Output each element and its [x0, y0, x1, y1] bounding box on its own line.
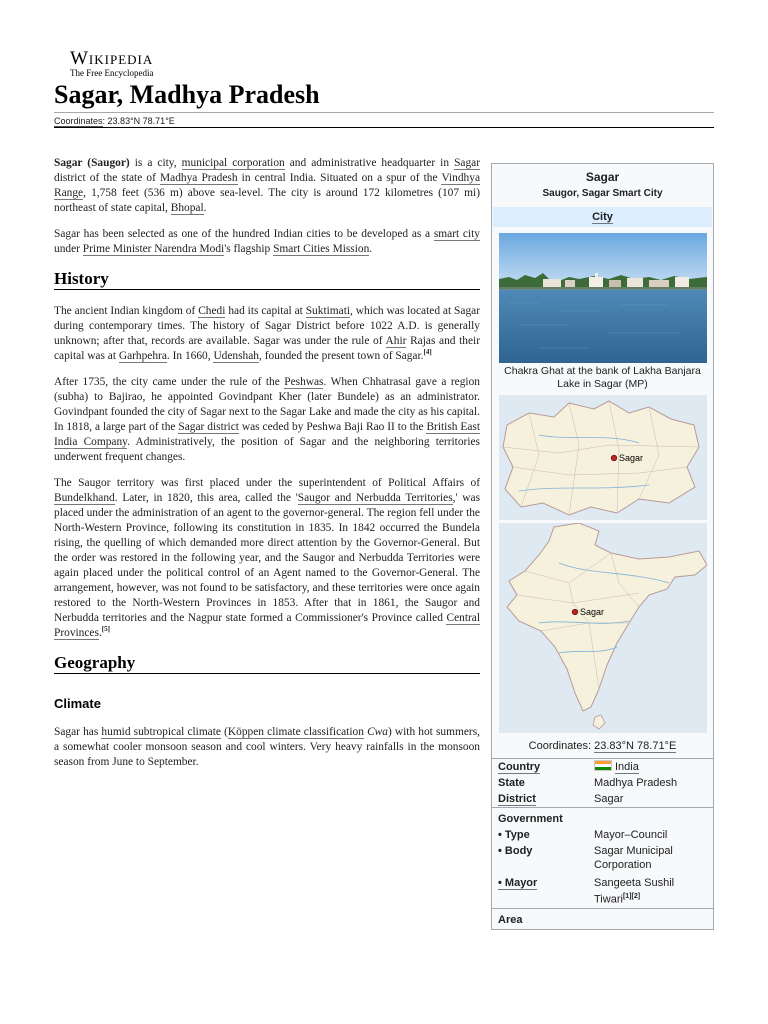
mayor-references[interactable]: [1][2]: [622, 893, 641, 900]
link-chedi[interactable]: Chedi: [198, 305, 226, 317]
text: is a city,: [129, 157, 182, 169]
mayor-label: [492, 873, 588, 908]
text: . When Chhatrasal gave a region (subha) to Bajirao, he appointed Govindpant Kher (later Bundele) as an administrator. Govindpant founded the city of Sagar next to the Sagar Lake and made the city as his capital. In 1818, a large part of the: [54, 376, 480, 433]
wikipedia-logo[interactable]: [70, 48, 153, 78]
page-title: Sagar, Madhya Pradesh: [54, 80, 320, 109]
text: and administrative headquarter in: [284, 157, 455, 169]
text: After 1735, the city came under the rule of the: [54, 376, 285, 388]
text: , founded the present town of Sagar.: [259, 350, 424, 362]
link-bundelkhand[interactable]: Bundelkhand: [54, 492, 115, 504]
link-suktimati[interactable]: Suktimati: [305, 305, 351, 317]
coordinates-value[interactable]: 23.83°N 78.71°E: [107, 116, 175, 126]
history-heading: History: [54, 271, 480, 290]
article-subject: Sagar (Saugor): [54, 157, 130, 169]
infobox-data-table: [492, 758, 713, 929]
district-value[interactable]: Sagar: [594, 793, 624, 805]
history-paragraph-3: [54, 476, 480, 641]
mayor-value: [588, 873, 713, 908]
mayor-link[interactable]: • Mayor: [498, 877, 538, 889]
lake-photo-image: [499, 233, 707, 363]
text: Sagar has: [54, 726, 102, 738]
article-body: [54, 156, 480, 781]
intro-paragraph-2: [54, 227, 480, 257]
logo-wordmark: Wikipedia: [70, 48, 154, 69]
infobox-type-band: [493, 207, 712, 227]
body-value: Sagar Municipal Corporation: [594, 845, 673, 871]
mp-map-marker-label: Sagar: [619, 453, 644, 463]
link-peshwas[interactable]: Peshwas: [284, 376, 324, 388]
text: Rajas and their capital was at: [54, 335, 480, 362]
reference-5[interactable]: [5]: [101, 625, 110, 634]
text: .: [98, 627, 102, 639]
india-link[interactable]: India: [615, 761, 639, 773]
mayor-name: Sangeeta Sushil Tiwari: [594, 877, 675, 906]
climate-code: Cwa: [367, 726, 388, 738]
row-district: [492, 791, 713, 808]
state-value[interactable]: Madhya Pradesh: [594, 777, 678, 789]
infobox-title: Sagar: [585, 170, 620, 184]
text: ,' was placed under the administration of an agent to the governor-general. The region fell under the North-Western Province, following its constitution in 1835. In 1842 occurred the Bundela rising, the quelling of which demanded more direct attention by the Governor-General. But the order was restored in the following year, and the Saugor and Nerbudda Territories were again placed under the political control of an Agent named to the Governor-General. The arrangement, however, was not found to be satisfactory, and these territories were once again restored to the North-Western Provinces in 1853. After that in 1861, the Saugor and Nerbudda territories and the Nagpur state formed a Commissioner's Province called: [54, 492, 480, 624]
infobox-coords-link[interactable]: 23.83°N 78.71°E: [594, 740, 677, 752]
intro-paragraph-1: [54, 156, 480, 216]
text: , 1,758 feet (536 m) above sea-level. The city is around 172 kilometres (107 mi) northeast of state capital,: [54, 187, 480, 214]
type-label: • Type: [498, 829, 530, 841]
link-koppen[interactable]: Köppen climate classification: [227, 726, 364, 738]
row-area: [492, 908, 713, 929]
link-ahir[interactable]: Ahir: [385, 335, 407, 347]
link-municipal-corporation[interactable]: municipal corporation: [181, 157, 285, 169]
link-bhopal[interactable]: Bhopal: [170, 202, 204, 214]
link-madhya-pradesh[interactable]: Madhya Pradesh: [160, 172, 238, 184]
link-humid-subtropical[interactable]: humid subtropical climate: [101, 726, 221, 738]
title-divider: [54, 112, 714, 113]
text: 's flagship: [224, 243, 274, 255]
text: The Saugor territory was first placed under the superintendent of Political Affairs of: [54, 477, 480, 489]
text: . Administratively, the position of Sagar and the neighboring territories underwent frequent changes.: [54, 436, 480, 463]
infobox-coords-label: Coordinates:: [528, 740, 592, 752]
history-paragraph-2: [54, 375, 480, 465]
text: . Later, in 1820, this area, called the ': [114, 492, 298, 504]
text: (: [220, 726, 228, 738]
madhya-pradesh-map[interactable]: [499, 395, 707, 523]
area-label: Area: [492, 908, 713, 929]
geography-heading: Geography: [54, 655, 480, 674]
country-label: [492, 759, 588, 776]
coordinates-link[interactable]: Coordinates: [54, 116, 103, 126]
country-link[interactable]: Country: [498, 761, 541, 773]
text: , which was located at Sagar during contemporary times. The history of Sagar District before 1022 A.D. is generally unknown; after that, records are available. Sagar was under the rule of: [54, 305, 480, 347]
text: . In 1660,: [166, 350, 214, 362]
district-link[interactable]: District: [498, 793, 536, 805]
history-paragraph-1: [54, 304, 480, 364]
text: in central India. Situated on a spur of the: [237, 172, 442, 184]
row-type: [492, 827, 713, 843]
link-sagar-district-2[interactable]: Sagar district: [178, 421, 239, 433]
link-pm-modi[interactable]: Prime Minister Narendra Modi: [82, 243, 225, 255]
link-udenshah[interactable]: Udenshah: [213, 350, 259, 362]
text: district of the state of: [54, 172, 161, 184]
text: The ancient Indian kingdom of: [54, 305, 199, 317]
government-label: Government: [492, 808, 713, 828]
photo-caption: Chakra Ghat at the bank of Lakha Banjara Lake in Sagar (MP): [504, 365, 701, 390]
link-central-provinces[interactable]: Central Provinces: [54, 612, 480, 639]
text: Sagar has been selected as one of the hundred Indian cities to be developed as a: [54, 228, 434, 240]
row-state: [492, 775, 713, 791]
row-government: [492, 808, 713, 828]
reference-4[interactable]: [4]: [423, 348, 432, 357]
link-smart-city[interactable]: smart city: [433, 228, 480, 240]
link-saugor-nerbudda-territories[interactable]: Saugor and Nerbudda Territories: [297, 492, 453, 504]
india-flag-icon: [594, 760, 612, 771]
climate-paragraph: [54, 725, 480, 770]
text: .: [203, 202, 207, 214]
india-map-image: [499, 523, 707, 733]
text: was ceded by Peshwa Baji Rao II to the: [238, 421, 427, 433]
row-mayor: [492, 873, 713, 908]
link-sagar-district[interactable]: Sagar: [454, 157, 480, 169]
india-map[interactable]: [499, 523, 707, 736]
city-link[interactable]: City: [592, 211, 613, 223]
link-garhpehra[interactable]: Garhpehra: [118, 350, 167, 362]
country-value: [588, 759, 713, 776]
text: ) with hot summers, a somewhat cooler monsoon season and cool winters. Very heavy rainfalls in the monsoon season from June to September.: [54, 726, 480, 768]
text: .: [369, 243, 373, 255]
india-map-marker-label: Sagar: [580, 607, 605, 617]
type-value[interactable]: Mayor–Council: [594, 829, 668, 841]
row-body: [492, 843, 713, 873]
row-country: [492, 759, 713, 776]
link-east-india-company[interactable]: British East India Company: [54, 421, 480, 448]
top-coordinates: Coordinates: 23.83°N 78.71°E: [54, 116, 175, 126]
state-label: State: [498, 777, 525, 789]
infobox-coordinates: [492, 736, 713, 758]
text: had its capital at: [225, 305, 306, 317]
infobox: [491, 163, 714, 930]
district-label: [492, 791, 588, 808]
link-vindhya-range[interactable]: Vindhya Range: [54, 172, 480, 199]
logo-tagline: The Free Encyclopedia: [70, 68, 154, 78]
lake-photo[interactable]: [499, 233, 707, 363]
link-smart-cities-mission[interactable]: Smart Cities Mission: [273, 243, 370, 255]
body-label: • Body: [498, 845, 533, 857]
coordinates-divider: [54, 127, 714, 128]
infobox-subtitle: Saugor, Sagar Smart City: [542, 188, 663, 199]
climate-heading: Climate: [54, 696, 101, 711]
text: under: [54, 243, 83, 255]
mp-map-image: [499, 395, 707, 520]
